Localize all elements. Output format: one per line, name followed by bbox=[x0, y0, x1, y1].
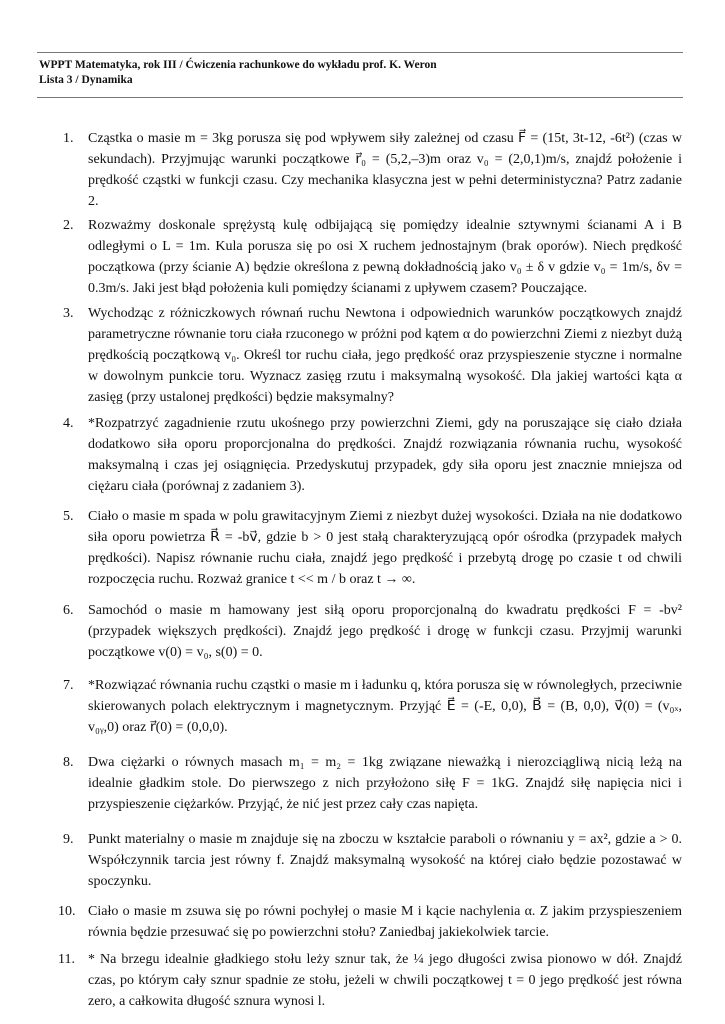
problem-text: *Rozpatrzyć zagadnienie rzutu ukośnego przy powierzchni Ziemi, gdy na poruszające się ciało działa dodatkowo siła oporu proporcjonalna do prędkości. Znajdź rozwiązania równania ruchu, wysokość maksymalną i czas jej osiągnięcia. Przedyskutuj przypadek, gdy siła oporu jest znacznie mniejsza od ciężaru ciała (porównaj z zadaniem 3). bbox=[88, 416, 682, 494]
problem-10 bbox=[50, 901, 682, 943]
problem-number: 2. bbox=[63, 218, 74, 233]
problem-11 bbox=[50, 949, 682, 1012]
problem-text: Cząstka o masie m = 3kg porusza się pod wpływem siły zależnej od czasu F⃗ = (15t, 3t-12, -6t²) (czas w sekundach). Przyjmując warunki początkowe r⃗₀ = (5,2,–3)m oraz v₀ = (2,0,1)m/s, znajdź położenie i prędkość cząstki w funkcji czasu. Czy mechanika klasyczna jest w pełni deterministyczna? Patrz zadanie 2. bbox=[88, 131, 682, 209]
problem-number: 3. bbox=[63, 306, 74, 321]
problem-text: Wychodząc z różniczkowych równań ruchu Newtona i odpowiednich warunków początkowych znajdź parametryczne równanie toru ciała rzuconego w próżni pod kątem α do powierzchni Ziemi z niezbyt dużą prędkością początkową v₀. Określ tor ruchu ciała, jego prędkość oraz przyspieszenie styczne i normalne w dowolnym punkcie toru. Wyznacz zasięg rzutu i maksymalną wysokość. Dla jakiej wartości kąta α zasięg (przy ustalonej prędkości) będzie maksymalny? bbox=[88, 306, 682, 405]
problem-6 bbox=[50, 600, 682, 663]
problem-4 bbox=[50, 413, 682, 497]
header-title: WPPT Matematyka, rok III / Ćwiczenia rachunkowe do wykładu prof. K. Weron bbox=[39, 59, 437, 71]
problem-text: Ciało o masie m zsuwa się po równi pochyłej o masie M i kącie nachylenia α. Z jakim przyspieszeniem równia będzie przesuwać się po powierzchni stołu? Zaniedbaj jakiekolwiek tarcie. bbox=[88, 904, 682, 940]
problem-text: *Rozwiązać równania ruchu cząstki o masie m i ładunku q, która porusza się w równoległych, przeciwnie skierowanych polach elektrycznym i magnetycznym. Przyjąć E⃗ = (-E, 0,0), B⃗ = (B, 0,0), v⃗(0) = (v₀ₓ, v₀ᵧ,0) oraz r⃗(0) = (0,0,0). bbox=[88, 678, 682, 735]
problem-2 bbox=[50, 215, 682, 299]
problem-9 bbox=[50, 829, 682, 892]
document-header bbox=[37, 52, 683, 98]
problem-number: 5. bbox=[63, 509, 74, 524]
problem-text: * Na brzegu idealnie gładkiego stołu leży sznur tak, że ¼ jego długości zwisa pionowo w dół. Znajdź czas, po którym cały sznur spadnie ze stołu, jeżeli w chwili początkowej t = 0 jego prędkość jest równa zero, a całkowita długość sznura wynosi l. bbox=[88, 952, 682, 1009]
problem-number: 4. bbox=[63, 416, 74, 431]
problem-number: 10. bbox=[58, 904, 76, 919]
problem-number: 8. bbox=[63, 755, 74, 770]
problem-text: Rozważmy doskonale sprężystą kulę odbijającą się pomiędzy idealnie sztywnymi ścianami A i B odległymi o L = 1m. Kula porusza się po osi X ruchem jednostajnym (brak oporów). Niech prędkość początkowa (przy ścianie A) będzie określona z pewną dokładnością jako v₀ ± δ v gdzie v₀ = 1m/s, δv = 0.3m/s. Jaki jest błąd położenia kuli pomiędzy ścianami z upływem czasem? Pouczające. bbox=[88, 218, 682, 296]
problem-number: 11. bbox=[58, 952, 75, 967]
problem-8 bbox=[50, 752, 682, 815]
header-subtitle: Lista 3 / Dynamika bbox=[39, 74, 133, 86]
problem-5 bbox=[50, 506, 682, 590]
problem-number: 7. bbox=[63, 678, 74, 693]
problem-text: Dwa ciężarki o równych masach m₁ = m₂ = 1kg związane nieważką i nierozciągliwą nicią leżą na idealnie gładkim stole. Do pierwszego z nich przyłożono siłę F = 1kG. Znajdź siłę napięcia nici i przyspieszenie ciężarków. Przyjąć, że nić jest przez cały czas napięta. bbox=[88, 755, 682, 812]
problem-3 bbox=[50, 303, 682, 408]
problem-number: 6. bbox=[63, 603, 74, 618]
problem-text: Punkt materialny o masie m znajduje się na zboczu w kształcie paraboli o równaniu y = ax², gdzie a > 0. Współczynnik tarcia jest równy f. Znajdź maksymalną wysokość na której ciało będzie pozostawać w spoczynku. bbox=[88, 832, 682, 889]
problem-number: 9. bbox=[63, 832, 74, 847]
problem-number: 1. bbox=[63, 131, 74, 146]
problem-1 bbox=[50, 128, 682, 212]
problem-text: Samochód o masie m hamowany jest siłą oporu proporcjonalną do kwadratu prędkości F = -bv² (przypadek większych prędkości). Znajdź jego prędkość i drogę w funkcji czasu. Przyjmij warunki początkowe v(0) = v₀, s(0) = 0. bbox=[88, 603, 682, 660]
problem-7 bbox=[50, 675, 682, 738]
problem-text: Ciało o masie m spada w polu grawitacyjnym Ziemi z niezbyt dużej wysokości. Działa na nie dodatkowo siła oporu powietrza R⃗ = -bv⃗, gdzie b > 0 jest stałą charakteryzującą opór ośrodka (przypadek małych prędkości). Napisz równanie ruchu ciała, znajdź jego prędkość i przebytą drogę po czasie t od chwili rozpoczęcia ruchu. Rozważ granice t << m / b oraz t → ∞. bbox=[88, 509, 682, 587]
problem-list bbox=[50, 128, 682, 1017]
